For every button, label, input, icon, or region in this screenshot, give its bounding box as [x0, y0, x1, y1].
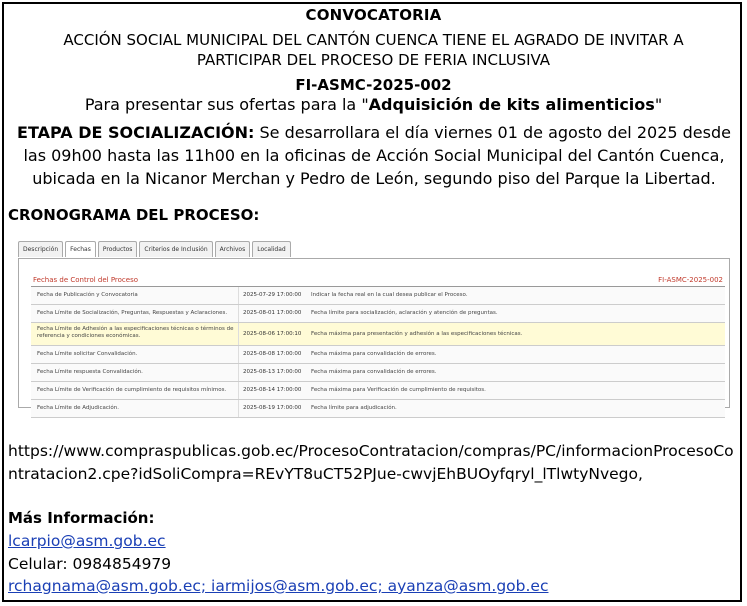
- email-links-additional[interactable]: rchagnama@asm.gob.ec; iarmijos@asm.gob.ec; ayanza@asm.gob.ec: [8, 577, 549, 595]
- present-suffix: ": [654, 95, 663, 114]
- row-desc: Fecha máxima para convalidación de errores.: [311, 369, 437, 375]
- panel-title: Fechas de Control del Proceso: [33, 276, 139, 284]
- tab-fechas[interactable]: Fechas: [65, 241, 96, 257]
- tab-criterios[interactable]: Criterios de Inclusión: [139, 241, 212, 257]
- dates-panel: [18, 258, 730, 411]
- socialization-stage: [10, 121, 738, 190]
- invitation-line-1: ACCIÓN SOCIAL MUNICIPAL DEL CANTÓN CUENCA TIENE EL AGRADO DE INVITAR A: [63, 31, 684, 49]
- phone-number: Celular: 0984854979: [8, 555, 172, 573]
- row-label: Fecha de Publicación y Convocatoria: [37, 292, 138, 298]
- tab-archivos[interactable]: Archivos: [215, 241, 251, 257]
- schedule-title: CRONOGRAMA DEL PROCESO:: [8, 206, 260, 224]
- present-prefix: Para presentar sus ofertas para la ": [84, 95, 369, 114]
- process-code: FI-ASMC-2025-002: [295, 76, 452, 94]
- tab-descripcion[interactable]: Descripción: [18, 241, 63, 257]
- email-link-primary[interactable]: lcarpio@asm.gob.ec: [8, 532, 166, 550]
- table-row: [31, 364, 725, 382]
- socialization-label: ETAPA DE SOCIALIZACIÓN:: [17, 123, 255, 142]
- row-date: 2025-07-29 17:00:00: [243, 292, 302, 298]
- page-title: CONVOCATORIA: [305, 6, 442, 24]
- table-row: [31, 346, 725, 364]
- row-label: Fecha Límite de Adhesión a las especificaciones técnicas o términos de referencia y condiciones económicas.: [37, 326, 234, 339]
- table-row: [31, 305, 725, 323]
- socialization-text: Se desarrollara el día viernes 01 de agosto del 2025 desde las 09h00 hasta las 11h00 en la oficinas de Acción Social Municipal del Cantón Cuenca, ubicada en la Nicanor Merchan y Pedro de León, segundo piso del Parque la Libertad.: [23, 123, 731, 188]
- row-label: Fecha Límite de Verificación de cumplimiento de requisitos mínimos.: [37, 387, 227, 393]
- tab-localidad[interactable]: Localidad: [252, 241, 291, 257]
- row-desc: Fecha máxima para convalidación de errores.: [311, 351, 437, 357]
- purchase-object: Adquisición de kits alimenticios: [368, 95, 655, 114]
- process-url[interactable]: https://www.compraspublicas.gob.ec/ProcesoContratacion/compras/PC/informacionProcesoContratacion2.cpe?idSoliCompra=REvYT8uCT52PJue-cwvjEhBUOyfqryl_lTlwtyNvego,: [8, 442, 734, 483]
- row-desc: Fecha límite para socialización, aclaración y atención de preguntas.: [311, 310, 498, 316]
- row-label: Fecha Límite respuesta Convalidación.: [37, 369, 143, 375]
- table-row: [31, 323, 725, 346]
- row-desc: Fecha máxima para presentación y adhesión a las especificaciones técnicas.: [311, 331, 523, 337]
- row-label: Fecha Límite solicitar Convalidación.: [37, 351, 138, 357]
- row-date: 2025-08-01 17:00:00: [243, 310, 302, 316]
- row-date: 2025-08-08 17:00:00: [243, 351, 302, 357]
- schedule-screenshot: [18, 241, 730, 409]
- table-row: [31, 400, 725, 418]
- row-desc: Indicar la fecha real en la cual desea publicar el Proceso.: [311, 292, 468, 298]
- dates-table: [31, 286, 725, 418]
- row-date: 2025-08-19 17:00:00: [243, 405, 302, 411]
- row-desc: Fecha límite para adjudicación.: [311, 405, 397, 411]
- row-label: Fecha Límite de Adjudicación.: [37, 405, 120, 411]
- invitation-line-2: PARTICIPAR DEL PROCESO DE FERIA INCLUSIVA: [196, 51, 551, 69]
- table-row: [31, 287, 725, 305]
- present-offers-line: [0, 95, 747, 114]
- panel-code: FI-ASMC-2025-002: [658, 276, 723, 284]
- more-info-title: Más Información:: [8, 509, 155, 527]
- row-date: 2025-08-14 17:00:00: [243, 387, 302, 393]
- row-date: 2025-08-13 17:00:00: [243, 369, 302, 375]
- schedule-tabs: [18, 241, 291, 259]
- row-desc: Fecha máxima para Verificación de cumplimiento de requisitos.: [311, 387, 486, 393]
- tab-productos[interactable]: Productos: [98, 241, 138, 257]
- row-label: Fecha Límite de Socialización, Preguntas, Respuestas y Aclaraciones.: [37, 310, 228, 316]
- row-date: 2025-08-06 17:00:10: [243, 331, 302, 337]
- table-row: [31, 382, 725, 400]
